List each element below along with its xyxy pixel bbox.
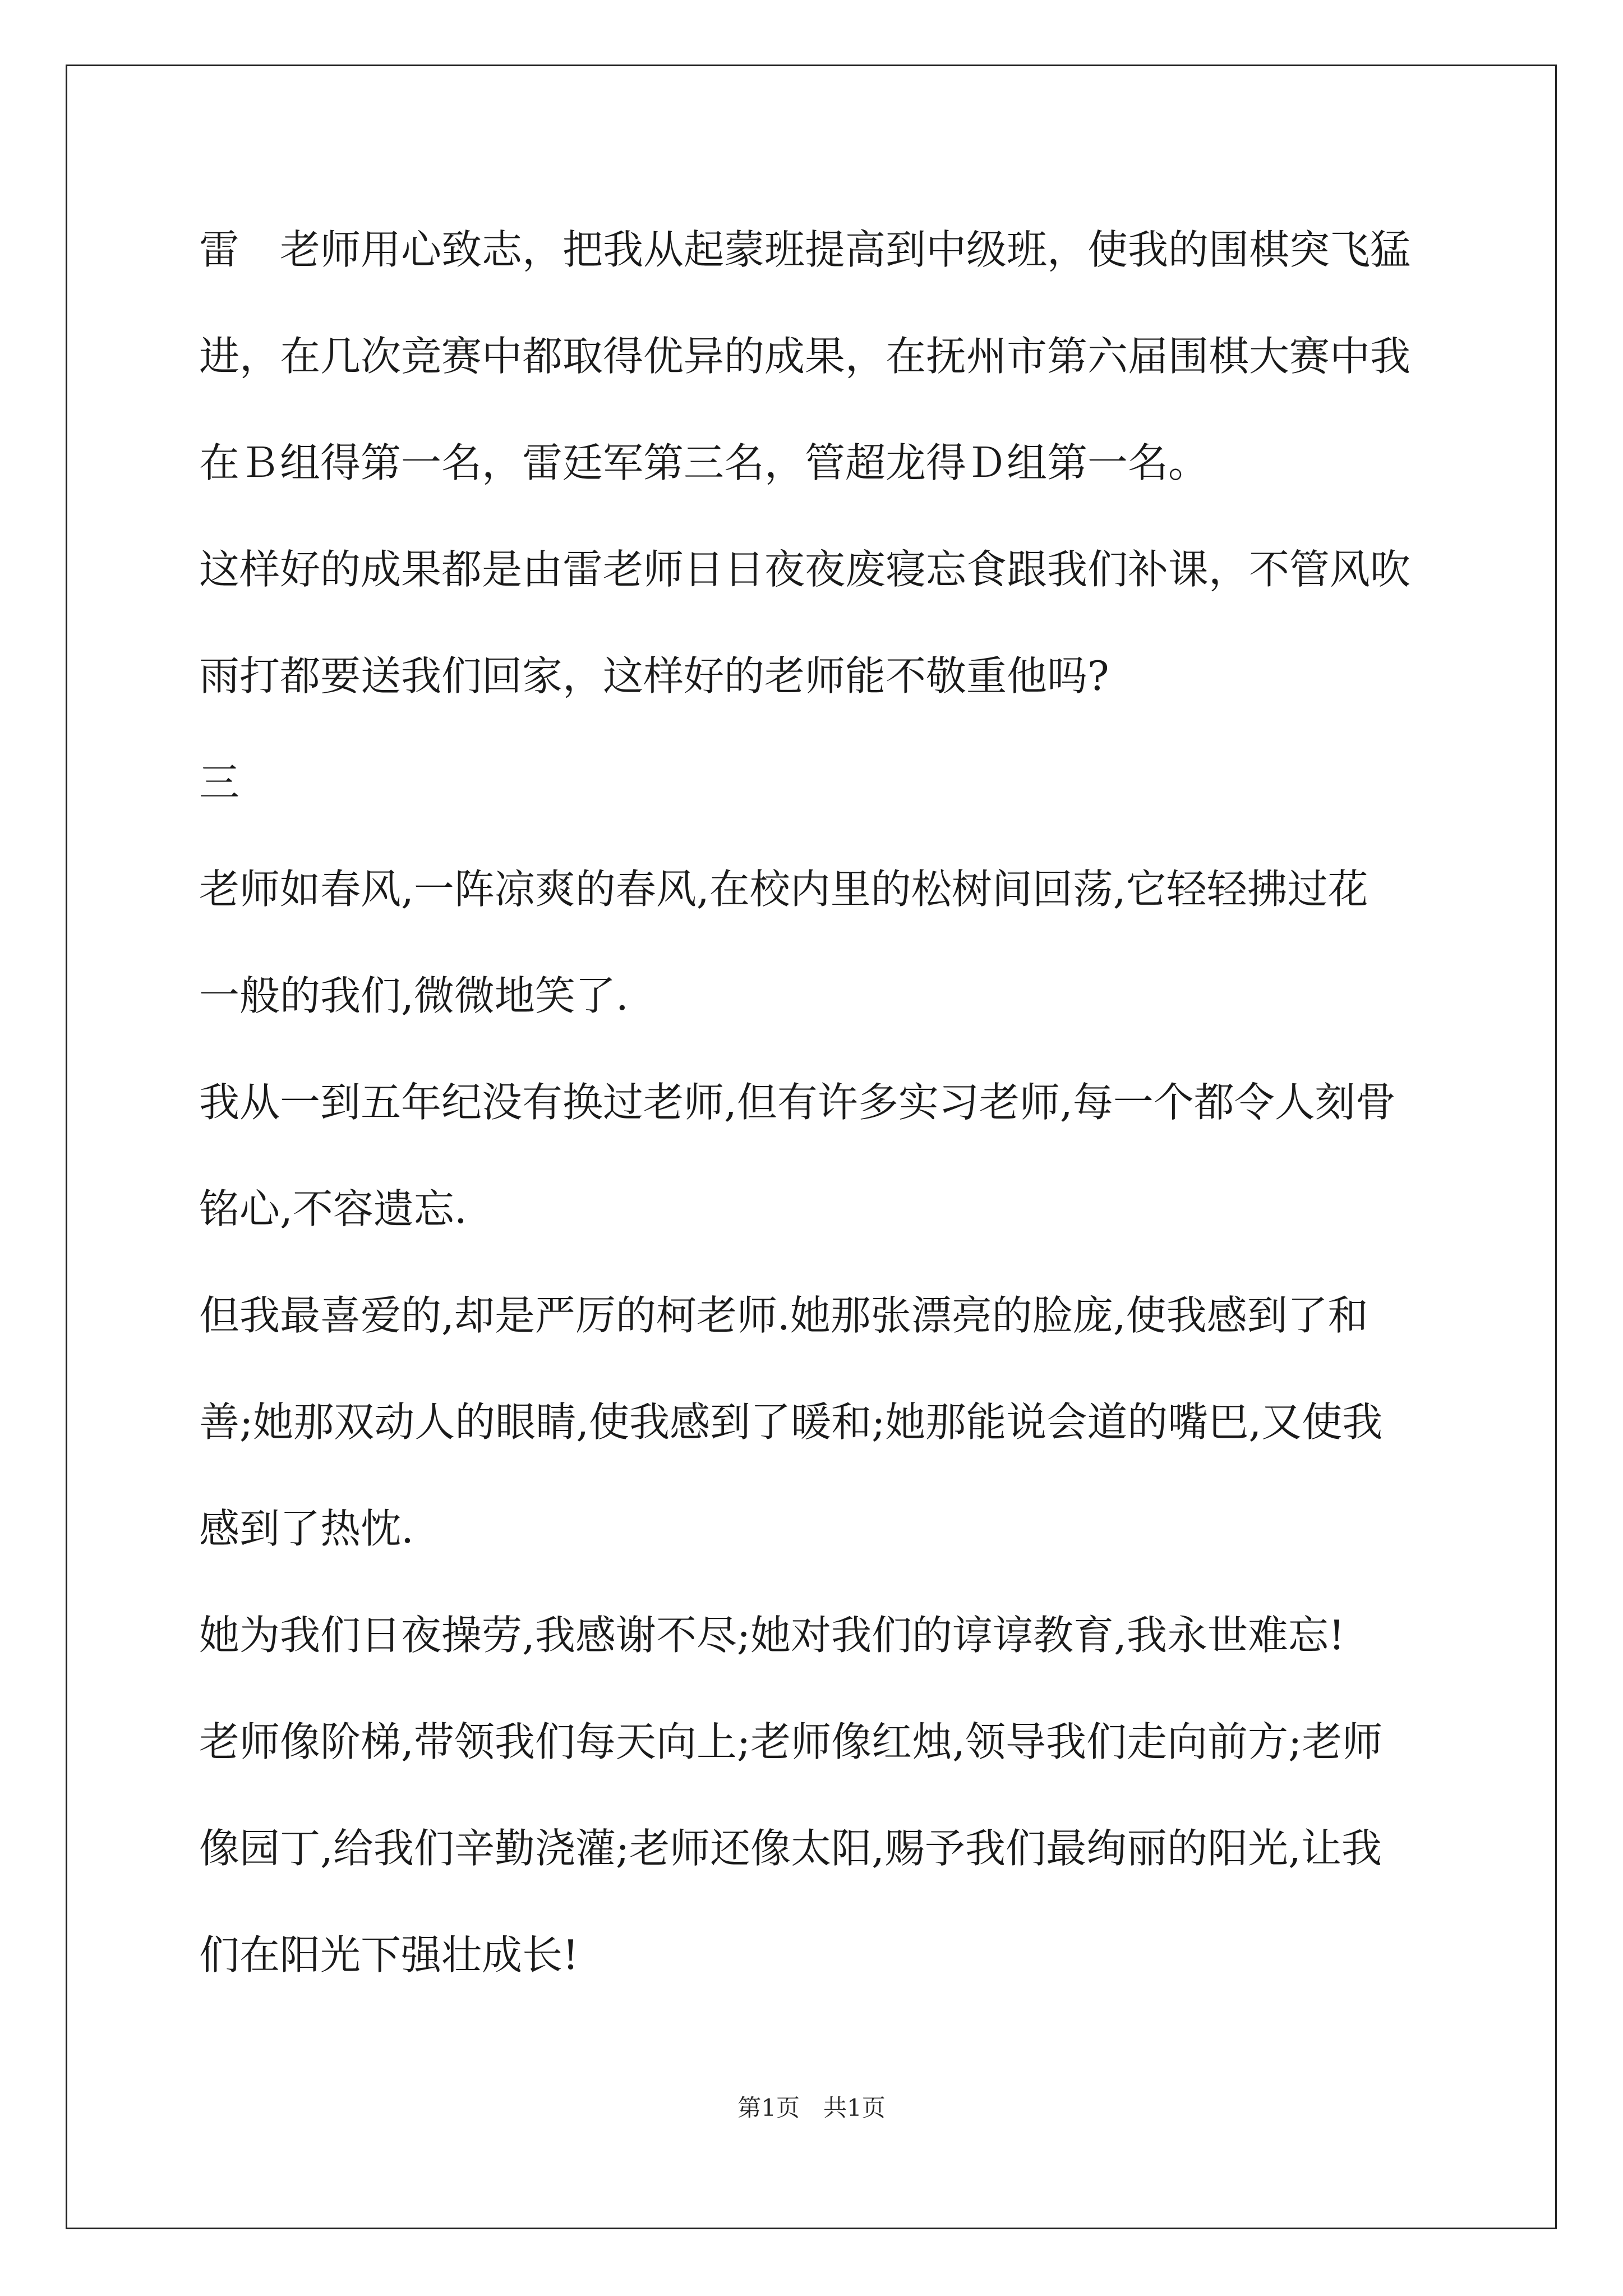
text-line: 我从一到五年纪没有换过老师,但有许多实习老师,每一个都令人刻骨	[199, 1079, 1396, 1126]
text-line: 铭心,不容遗忘.	[199, 1185, 467, 1232]
text-line: 雨打都要送我们回家，这样好的老师能不敬重他吗?	[199, 652, 1109, 700]
text-line: 雷 老师用心致志，把我从起蒙班提高到中级班，使我的围棋突飞猛	[199, 226, 1411, 273]
text-line: 她为我们日夜操劳,我感谢不尽;她对我们的谆谆教育,我永世难忘!	[199, 1612, 1345, 1659]
text-line: 在Ｂ组得第一名，雷廷军第三名，管超龙得Ｄ组第一名。	[199, 439, 1209, 486]
text-line: 一般的我们,微微地笑了.	[199, 972, 629, 1019]
text-line: 老师如春风,一阵凉爽的春风,在校内里的松树间回荡,它轻轻拂过花	[199, 866, 1368, 913]
text-line: 像园丁,给我们辛勤浇灌;老师还像太阳,赐予我们最绚丽的阳光,让我	[199, 1825, 1382, 1872]
page-number: 第1页 共1页	[737, 2094, 886, 2122]
text-line: 进，在几次竞赛中都取得优异的成果，在抚州市第六届围棋大赛中我	[199, 333, 1411, 380]
text-line: 善;她那双动人的眼睛,使我感到了暖和;她那能说会道的嘴巴,又使我	[199, 1398, 1383, 1446]
text-line: 老师像阶梯,带领我们每天向上;老师像红烛,领导我们走向前方;老师	[199, 1718, 1383, 1765]
text-line: 但我最喜爱的,却是严厉的柯老师.她那张漂亮的脸庞,使我感到了和	[199, 1292, 1368, 1339]
text-line: 这样好的成果都是由雷老师日日夜夜废寝忘食跟我们补课，不管风吹	[199, 546, 1411, 593]
text-line: 们在阳光下强壮成长!	[199, 1931, 579, 1978]
section-heading: 三	[199, 759, 240, 806]
document-body	[199, 216, 1433, 2028]
text-line: 感到了热忱.	[199, 1505, 414, 1552]
